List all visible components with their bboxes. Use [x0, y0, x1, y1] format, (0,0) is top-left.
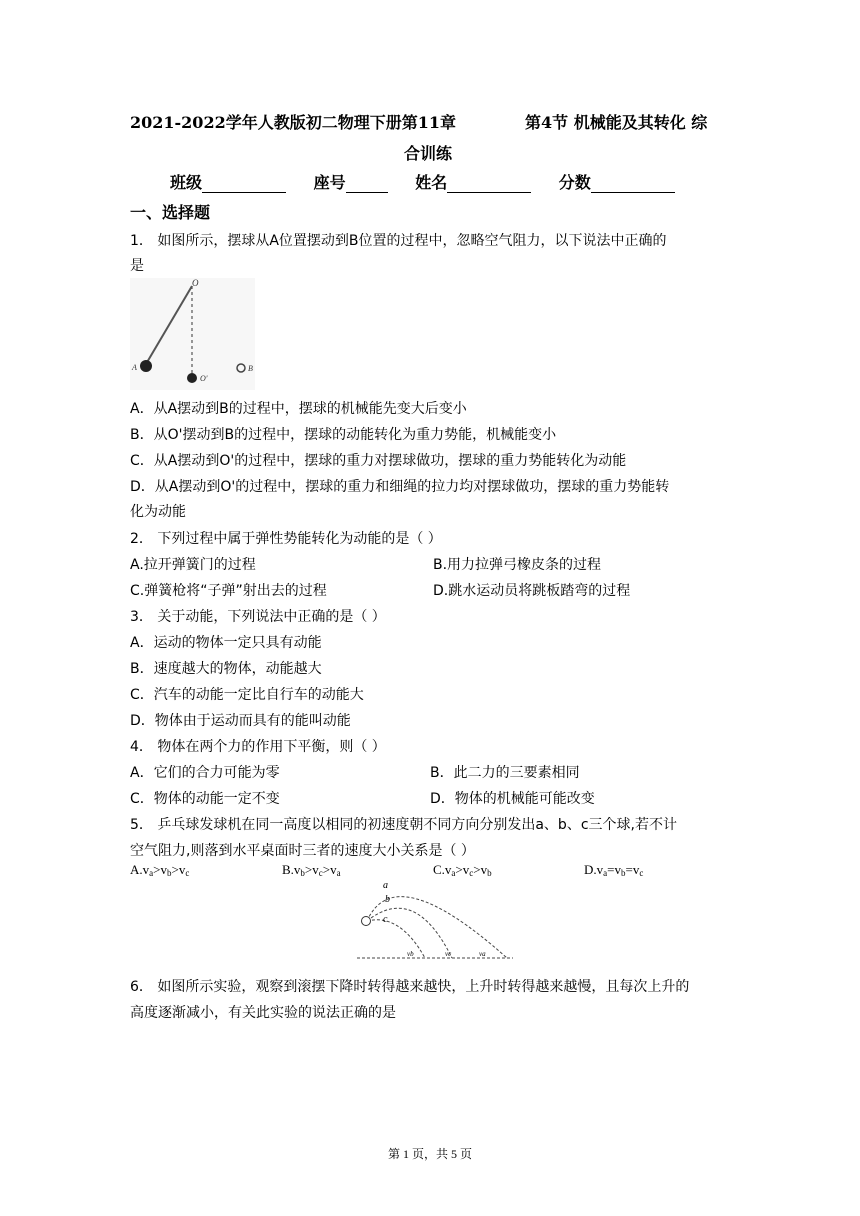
q4-option-a: A．它们的合力可能为零 [130, 765, 280, 781]
name-blank[interactable] [447, 178, 531, 193]
q3-option-d: D．物体由于运动而具有的能叫动能 [130, 713, 351, 729]
seat-label: 座号 [313, 173, 346, 192]
q5-option-b: $B.v_b>v_c>v_a$ [282, 862, 341, 878]
q4-option-d: D．物体的机械能可能改变 [430, 791, 595, 807]
q1-option-c: C．从A摆动到O'的过程中，摆球的重力对摆球做功，摆球的重力势能转化为动能 [130, 453, 627, 469]
title-line1-left: 2021-2022学年人教版初二物理下册第11章 [130, 113, 456, 132]
trajectory-figure [355, 878, 515, 966]
q2-option-b: B.用力拉弹弓橡皮条的过程 [433, 557, 602, 573]
q2-option-a: A.拉开弹簧门的过程 [130, 557, 256, 573]
q5-stem-line2: 空气阻力,则落到水平桌面时三者的速度大小关系是（ ） [130, 843, 475, 859]
label-a: A [132, 363, 137, 372]
title-line2: 合训练 [404, 144, 453, 163]
seat-blank[interactable] [346, 178, 388, 193]
label-o: O [192, 278, 199, 288]
q3-stem: 3． 关于动能，下列说法中正确的是（ ） [130, 609, 386, 625]
q4-option-c: C．物体的动能一定不变 [130, 791, 280, 807]
q2-option-d: D.跳水运动员将跳板踏弯的过程 [433, 583, 631, 599]
q1-option-d-line1: D．从A摆动到O'的过程中，摆球的重力和细绳的拉力均对摆球做功，摆球的重力势能转 [130, 479, 670, 495]
trajectory-c [367, 920, 425, 958]
page-footer: 第 1 页，共 5 页 [387, 1147, 472, 1161]
label-vc: vc [445, 950, 452, 958]
name-label: 姓名 [415, 173, 448, 192]
label-vb: vb [407, 950, 414, 958]
ball-o-prime [187, 373, 197, 383]
q3-option-a: A．运动的物体一定只具有动能 [130, 635, 322, 651]
q6-stem-line1: 6． 如图所示实验，观察到滚摆下降时转得越来越快，上升时转得越来越慢，且每次上升的 [130, 979, 690, 995]
class-label: 班级 [170, 173, 203, 192]
trajectory-a [367, 897, 507, 958]
q5-option-a: $A.v_a>v_b>v_c$ [130, 862, 190, 878]
score-blank[interactable] [591, 178, 675, 193]
label-va: va [479, 950, 486, 958]
label-b: B [248, 364, 253, 373]
q5-stem-line1: 5． 乒乓球发球机在同一高度以相同的初速度朝不同方向分别发出a、b、c三个球,若不计 [130, 817, 677, 833]
q6-stem-line2: 高度逐渐减小，有关此实验的说法正确的是 [130, 1005, 396, 1021]
q2-stem: 2． 下列过程中属于弹性势能转化为动能的是（ ） [130, 531, 442, 547]
q4-stem: 4． 物体在两个力的作用下平衡，则（ ） [130, 739, 386, 755]
label-b: b [385, 894, 390, 905]
label-a: a [383, 880, 388, 891]
q1-option-a: A．从A摆动到B的过程中，摆球的机械能先变大后变小 [130, 401, 467, 417]
info-fields [170, 170, 675, 193]
q5-option-d: $D.v_a=v_b=v_c$ [584, 862, 644, 878]
pendulum-figure [130, 278, 255, 390]
score-label: 分数 [558, 173, 591, 192]
q1-option-b: B．从O'摆动到B的过程中，摆球的动能转化为重力势能，机械能变小 [130, 427, 557, 443]
q1-stem-line2: 是 [130, 258, 144, 274]
title-line1-right: 第4节 机械能及其转化 综 [525, 113, 708, 132]
q1-stem-line1: 1． 如图所示，摆球从A位置摆动到B位置的过程中，忽略空气阻力，以下说法中正确的 [130, 233, 667, 249]
q4-option-b: B．此二力的三要素相同 [430, 765, 580, 781]
section-heading: 一、选择题 [130, 203, 211, 222]
q5-option-c: $C.v_a>v_c>v_b$ [433, 862, 492, 878]
label-o-prime: O' [200, 374, 208, 383]
class-blank[interactable] [202, 178, 286, 193]
q3-option-b: B．速度越大的物体，动能越大 [130, 661, 322, 677]
launcher-ball [362, 917, 371, 926]
q2-option-c: C.弹簧枪将“子弹”射出去的过程 [130, 583, 327, 599]
label-c: c [383, 914, 388, 925]
ball-a [140, 360, 152, 372]
q3-option-c: C．汽车的动能一定比自行车的动能大 [130, 687, 364, 703]
q1-option-d-line2: 化为动能 [130, 504, 186, 520]
